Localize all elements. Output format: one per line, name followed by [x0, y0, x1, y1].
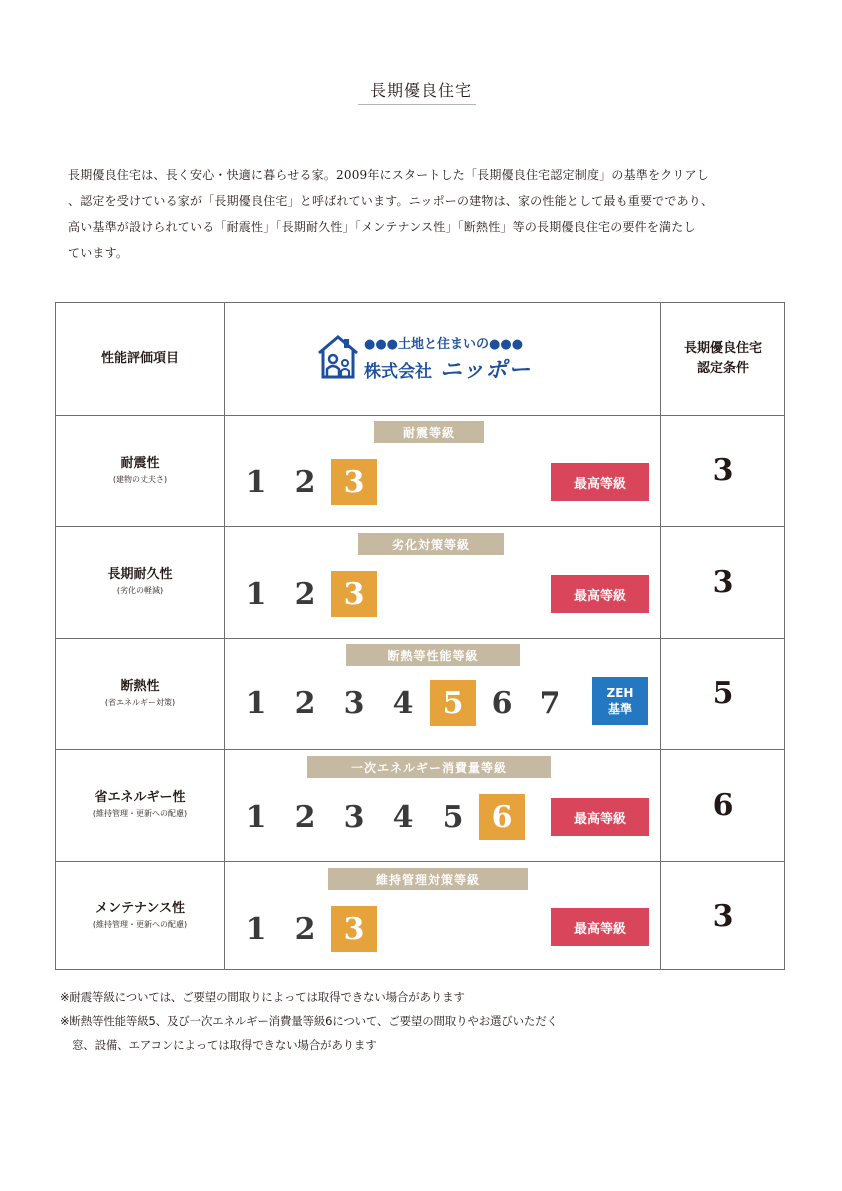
- requirement-value: 3: [712, 898, 734, 934]
- grade-label: 維持管理対策等級: [328, 868, 528, 890]
- requirement-value: 3: [712, 564, 734, 600]
- performance-table: [55, 302, 785, 970]
- item-cell: [56, 749, 224, 861]
- grade-number: 1: [245, 576, 267, 612]
- grade-number: 5: [442, 799, 464, 835]
- grade-number-highlight: 3: [331, 459, 377, 505]
- logo-company-name: ニッポー: [440, 358, 532, 383]
- item-cell: [56, 526, 224, 638]
- item-subtitle: (建物の丈夫さ): [112, 474, 168, 484]
- item-name: 長期耐久性: [107, 567, 173, 582]
- item-cell: [56, 415, 224, 526]
- top-grade-badge: 最高等級: [551, 463, 649, 501]
- item-cell: [56, 861, 224, 971]
- grade-number: 4: [392, 685, 414, 721]
- logo-tagline: ●●●土地と住まいの●●●: [364, 337, 524, 352]
- item-name: 省エネルギー性: [94, 790, 186, 805]
- header-requirement-line: 認定条件: [696, 361, 749, 376]
- item-name: メンテナンス性: [95, 901, 185, 916]
- top-grade-badge: 最高等級: [551, 575, 649, 613]
- item-subtitle: (維持管理・更新への配慮): [92, 920, 188, 929]
- title-underline: [358, 104, 476, 105]
- grade-label: 劣化対策等級: [358, 533, 504, 555]
- header-requirement: [660, 303, 786, 415]
- house-logo-icon: [316, 333, 360, 379]
- grade-number: 2: [294, 576, 316, 612]
- grade-label: 断熱等性能等級: [346, 644, 520, 666]
- intro-line: 、認定を受けている家が「長期優良住宅」と呼ばれています。ニッポーの建物は、家の性能として最も重要でであり、: [68, 194, 714, 208]
- top-grade-badge: 最高等級: [551, 798, 649, 836]
- grade-number-highlight: 3: [331, 571, 377, 617]
- grade-number: 2: [294, 911, 316, 947]
- item-subtitle: (劣化の軽減): [116, 586, 164, 595]
- item-subtitle: (維持管理・更新への配慮): [92, 809, 188, 818]
- grade-number: 2: [294, 685, 316, 721]
- grade-number: 3: [343, 685, 365, 721]
- grade-number: 4: [392, 799, 414, 835]
- grade-number: 1: [245, 464, 267, 500]
- company-logo: [224, 303, 660, 415]
- item-name: 耐震性: [120, 455, 160, 471]
- item-name: 断熱性: [120, 678, 160, 694]
- grade-number: 1: [245, 911, 267, 947]
- footnote: ※断熱等性能等級5、及び一次エネルギー消費量等級6について、ご要望の間取りやお選びいただく: [60, 1014, 558, 1028]
- item-subtitle: (省エネルギー対策): [104, 697, 176, 707]
- intro-paragraph: [68, 162, 780, 266]
- grade-number: 2: [294, 464, 316, 500]
- intro-line: ています。: [68, 246, 129, 260]
- footnote: 窓、設備、エアコンによっては取得できない場合があります: [72, 1038, 377, 1052]
- footnotes: [60, 985, 800, 1057]
- requirement-value: 5: [712, 676, 734, 711]
- header-item: 性能評価項目: [100, 351, 179, 366]
- intro-line: 高い基準が設けられている「耐震性」「長期耐久性」「メンテナンス性」「断熱性」等の長期優良住宅の要件を満たし: [68, 220, 696, 234]
- zeh-badge: [592, 677, 648, 725]
- grade-number: 7: [539, 685, 561, 721]
- grade-number: 3: [343, 799, 365, 835]
- intro-line: 長期優良住宅は、長く安心・快適に暮らせる家。2009年にスタートした「長期優良住宅認定制度」の基準をクリアし: [68, 168, 709, 182]
- grade-number-highlight: 6: [479, 794, 525, 840]
- grade-label: 耐震等級: [374, 421, 484, 443]
- grade-number: 1: [245, 799, 267, 835]
- grade-number-highlight: 5: [430, 680, 476, 726]
- requirement-value: 6: [712, 787, 734, 823]
- grade-number: 6: [491, 685, 513, 721]
- requirement-value: 3: [712, 453, 734, 488]
- grade-number: 2: [294, 799, 316, 835]
- top-grade-badge: 最高等級: [551, 908, 649, 946]
- logo-company-prefix: 株式会社: [364, 362, 432, 382]
- grade-label: 一次エネルギー消費量等級: [307, 756, 551, 778]
- grade-number: 1: [245, 685, 267, 721]
- grade-number-highlight: 3: [331, 906, 377, 952]
- zeh-badge-line: 基準: [607, 702, 632, 716]
- header-requirement-line: 長期優良住宅: [683, 341, 762, 356]
- zeh-badge-line: ZEH: [606, 686, 634, 700]
- logo-company: [364, 353, 531, 384]
- footnote: ※耐震等級については、ご要望の間取りによっては取得できない場合があります: [60, 990, 465, 1004]
- item-cell: [56, 638, 224, 749]
- page-title: 長期優良住宅: [369, 81, 472, 100]
